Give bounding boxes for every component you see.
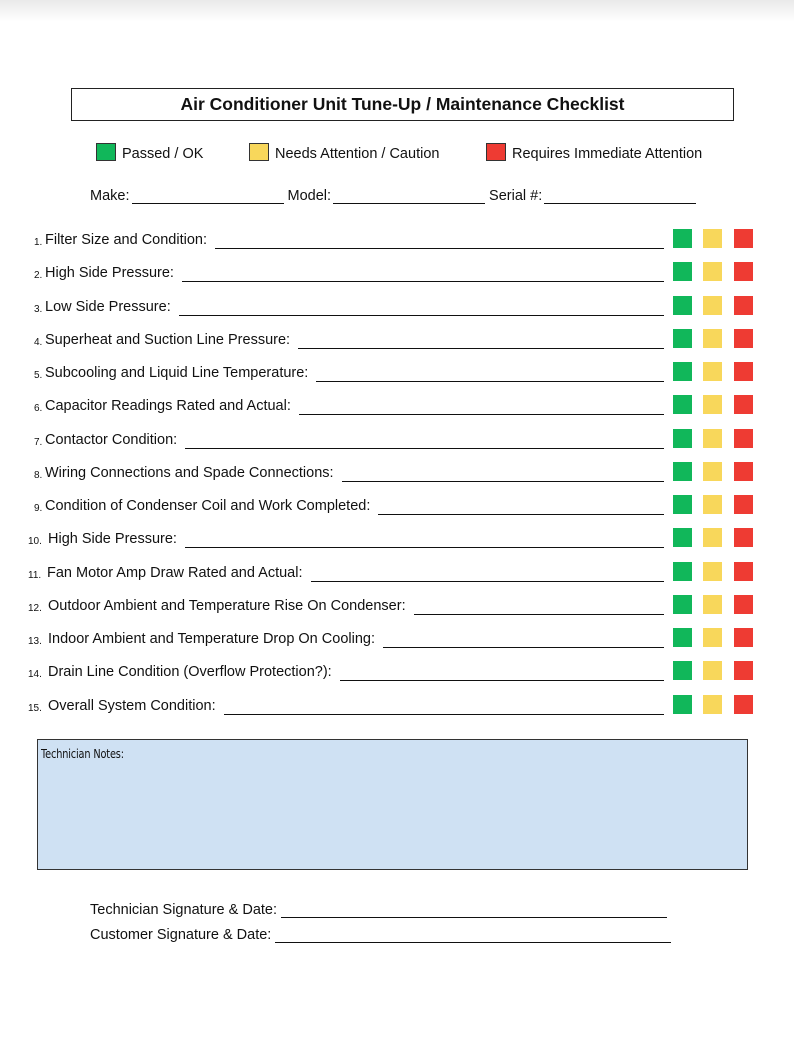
legend-caution-label: Needs Attention / Caution: [275, 146, 440, 162]
customer-signature-field[interactable]: [275, 928, 671, 943]
item-answer-line[interactable]: [340, 680, 664, 681]
item-answer-line[interactable]: [185, 448, 664, 449]
item-answer-line[interactable]: [215, 248, 664, 249]
caution-status-box[interactable]: [703, 595, 722, 614]
immediate-status-box[interactable]: [734, 462, 753, 481]
item-number: 11.: [28, 569, 42, 581]
item-number: 10.: [28, 536, 42, 548]
legend-immediate: [486, 145, 702, 163]
caution-status-box[interactable]: [703, 329, 722, 348]
passed-status-box[interactable]: [673, 628, 692, 647]
checklist-row: [0, 628, 794, 652]
checklist-row: [0, 495, 794, 519]
technician-signature-label: Technician Signature & Date:: [90, 902, 277, 918]
item-number: 15.: [28, 702, 42, 714]
immediate-status-box[interactable]: [734, 262, 753, 281]
item-label: Indoor Ambient and Temperature Drop On Cooling:: [48, 631, 375, 647]
passed-status-box[interactable]: [673, 528, 692, 547]
immediate-status-box[interactable]: [734, 695, 753, 714]
checklist-row: [0, 661, 794, 685]
item-label: Wiring Connections and Spade Connections:: [45, 464, 334, 481]
item-label: Contactor Condition:: [45, 431, 178, 448]
customer-signature-row: [90, 927, 675, 943]
immediate-status-box[interactable]: [734, 495, 753, 514]
item-label: Overall System Condition:: [48, 697, 216, 714]
passed-status-box[interactable]: [673, 562, 692, 581]
item-answer-line[interactable]: [311, 581, 664, 582]
page-top-shadow: [0, 0, 794, 22]
make-field[interactable]: [132, 189, 284, 204]
caution-status-box[interactable]: [703, 229, 722, 248]
serial-field[interactable]: [544, 189, 696, 204]
item-label: High Side Pressure:: [48, 531, 177, 548]
immediate-status-box[interactable]: [734, 329, 753, 348]
serial-label: Serial #:: [489, 188, 543, 204]
caution-status-box[interactable]: [703, 395, 722, 414]
passed-status-box[interactable]: [673, 395, 692, 414]
legend-passed-label: Passed / OK: [122, 146, 204, 162]
yellow-square-icon: [249, 143, 269, 161]
customer-signature-label: Customer Signature & Date:: [90, 927, 272, 943]
item-number: 5.: [34, 370, 43, 381]
item-number: 6.: [34, 403, 43, 415]
item-number: 3.: [34, 303, 43, 315]
checklist-row: [0, 429, 794, 453]
item-number: 9.: [34, 503, 43, 514]
immediate-status-box[interactable]: [734, 562, 753, 581]
passed-status-box[interactable]: [673, 262, 692, 281]
model-field[interactable]: [333, 189, 485, 204]
item-answer-line[interactable]: [182, 281, 664, 282]
caution-status-box[interactable]: [703, 528, 722, 547]
caution-status-box[interactable]: [703, 429, 722, 448]
item-label: Filter Size and Condition:: [45, 232, 207, 248]
technician-notes-label: Technician Notes:: [41, 746, 124, 761]
checklist-row: [0, 695, 794, 719]
item-answer-line[interactable]: [185, 547, 664, 548]
caution-status-box[interactable]: [703, 628, 722, 647]
checklist-row: [0, 296, 794, 320]
passed-status-box[interactable]: [673, 462, 692, 481]
technician-signature-field[interactable]: [281, 903, 667, 918]
item-number: 12.: [28, 602, 42, 614]
status-legend: [0, 145, 794, 171]
green-square-icon: [96, 143, 116, 161]
passed-status-box[interactable]: [673, 695, 692, 714]
item-answer-line[interactable]: [316, 381, 664, 382]
caution-status-box[interactable]: [703, 495, 722, 514]
caution-status-box[interactable]: [703, 695, 722, 714]
immediate-status-box[interactable]: [734, 362, 753, 381]
checklist-row: [0, 528, 794, 552]
immediate-status-box[interactable]: [734, 595, 753, 614]
red-square-icon: [486, 143, 506, 161]
passed-status-box[interactable]: [673, 661, 692, 680]
item-number: 13.: [28, 636, 42, 647]
item-label: Drain Line Condition (Overflow Protection?):: [48, 664, 332, 681]
passed-status-box[interactable]: [673, 296, 692, 315]
caution-status-box[interactable]: [703, 362, 722, 381]
item-answer-line[interactable]: [414, 614, 664, 615]
caution-status-box[interactable]: [703, 296, 722, 315]
make-label: Make:: [90, 188, 130, 204]
legend-passed: [96, 145, 203, 163]
checklist-row: [0, 595, 794, 619]
item-label: Fan Motor Amp Draw Rated and Actual:: [47, 564, 303, 581]
item-label: Condition of Condenser Coil and Work Completed:: [45, 498, 371, 514]
item-number: 7.: [34, 436, 43, 448]
passed-status-box[interactable]: [673, 595, 692, 614]
immediate-status-box[interactable]: [734, 661, 753, 680]
page-title: Air Conditioner Unit Tune-Up / Maintenance Checklist: [71, 88, 734, 121]
checklist-row: [0, 329, 794, 353]
immediate-status-box[interactable]: [734, 395, 753, 414]
immediate-status-box[interactable]: [734, 528, 753, 547]
item-answer-line[interactable]: [383, 647, 664, 648]
technician-notes-box[interactable]: [37, 739, 748, 870]
item-number: 4.: [34, 336, 43, 348]
checklist-row: [0, 395, 794, 419]
item-answer-line[interactable]: [299, 414, 664, 415]
caution-status-box[interactable]: [703, 661, 722, 680]
technician-signature-row: [90, 902, 671, 918]
item-number: 1.: [34, 237, 43, 248]
item-label: Superheat and Suction Line Pressure:: [45, 331, 291, 348]
immediate-status-box[interactable]: [734, 229, 753, 248]
immediate-status-box[interactable]: [734, 429, 753, 448]
checklist-row: [0, 562, 794, 586]
caution-status-box[interactable]: [703, 462, 722, 481]
item-label: Subcooling and Liquid Line Temperature:: [45, 365, 309, 381]
item-number: 2.: [34, 270, 43, 282]
passed-status-box[interactable]: [673, 329, 692, 348]
item-answer-line[interactable]: [342, 481, 664, 482]
legend-immediate-label: Requires Immediate Attention: [512, 146, 703, 162]
caution-status-box[interactable]: [703, 262, 722, 281]
item-answer-line[interactable]: [224, 714, 664, 715]
passed-status-box[interactable]: [673, 229, 692, 248]
legend-caution: [249, 145, 439, 163]
checklist-row: [0, 362, 794, 386]
checklist-row: [0, 262, 794, 286]
item-label: Low Side Pressure:: [45, 298, 171, 315]
item-label: Outdoor Ambient and Temperature Rise On Condenser:: [48, 597, 406, 614]
immediate-status-box[interactable]: [734, 628, 753, 647]
item-answer-line[interactable]: [378, 514, 664, 515]
immediate-status-box[interactable]: [734, 296, 753, 315]
model-label: Model:: [287, 188, 332, 204]
caution-status-box[interactable]: [703, 562, 722, 581]
passed-status-box[interactable]: [673, 495, 692, 514]
item-answer-line[interactable]: [298, 348, 664, 349]
passed-status-box[interactable]: [673, 429, 692, 448]
checklist-row: [0, 462, 794, 486]
checklist-row: [0, 229, 794, 253]
item-label: High Side Pressure:: [45, 265, 174, 282]
item-answer-line[interactable]: [179, 315, 664, 316]
item-label: Capacitor Readings Rated and Actual:: [45, 398, 291, 415]
item-number: 8.: [34, 469, 43, 481]
unit-info-fields: [90, 188, 700, 204]
item-number: 14.: [28, 669, 42, 681]
passed-status-box[interactable]: [673, 362, 692, 381]
